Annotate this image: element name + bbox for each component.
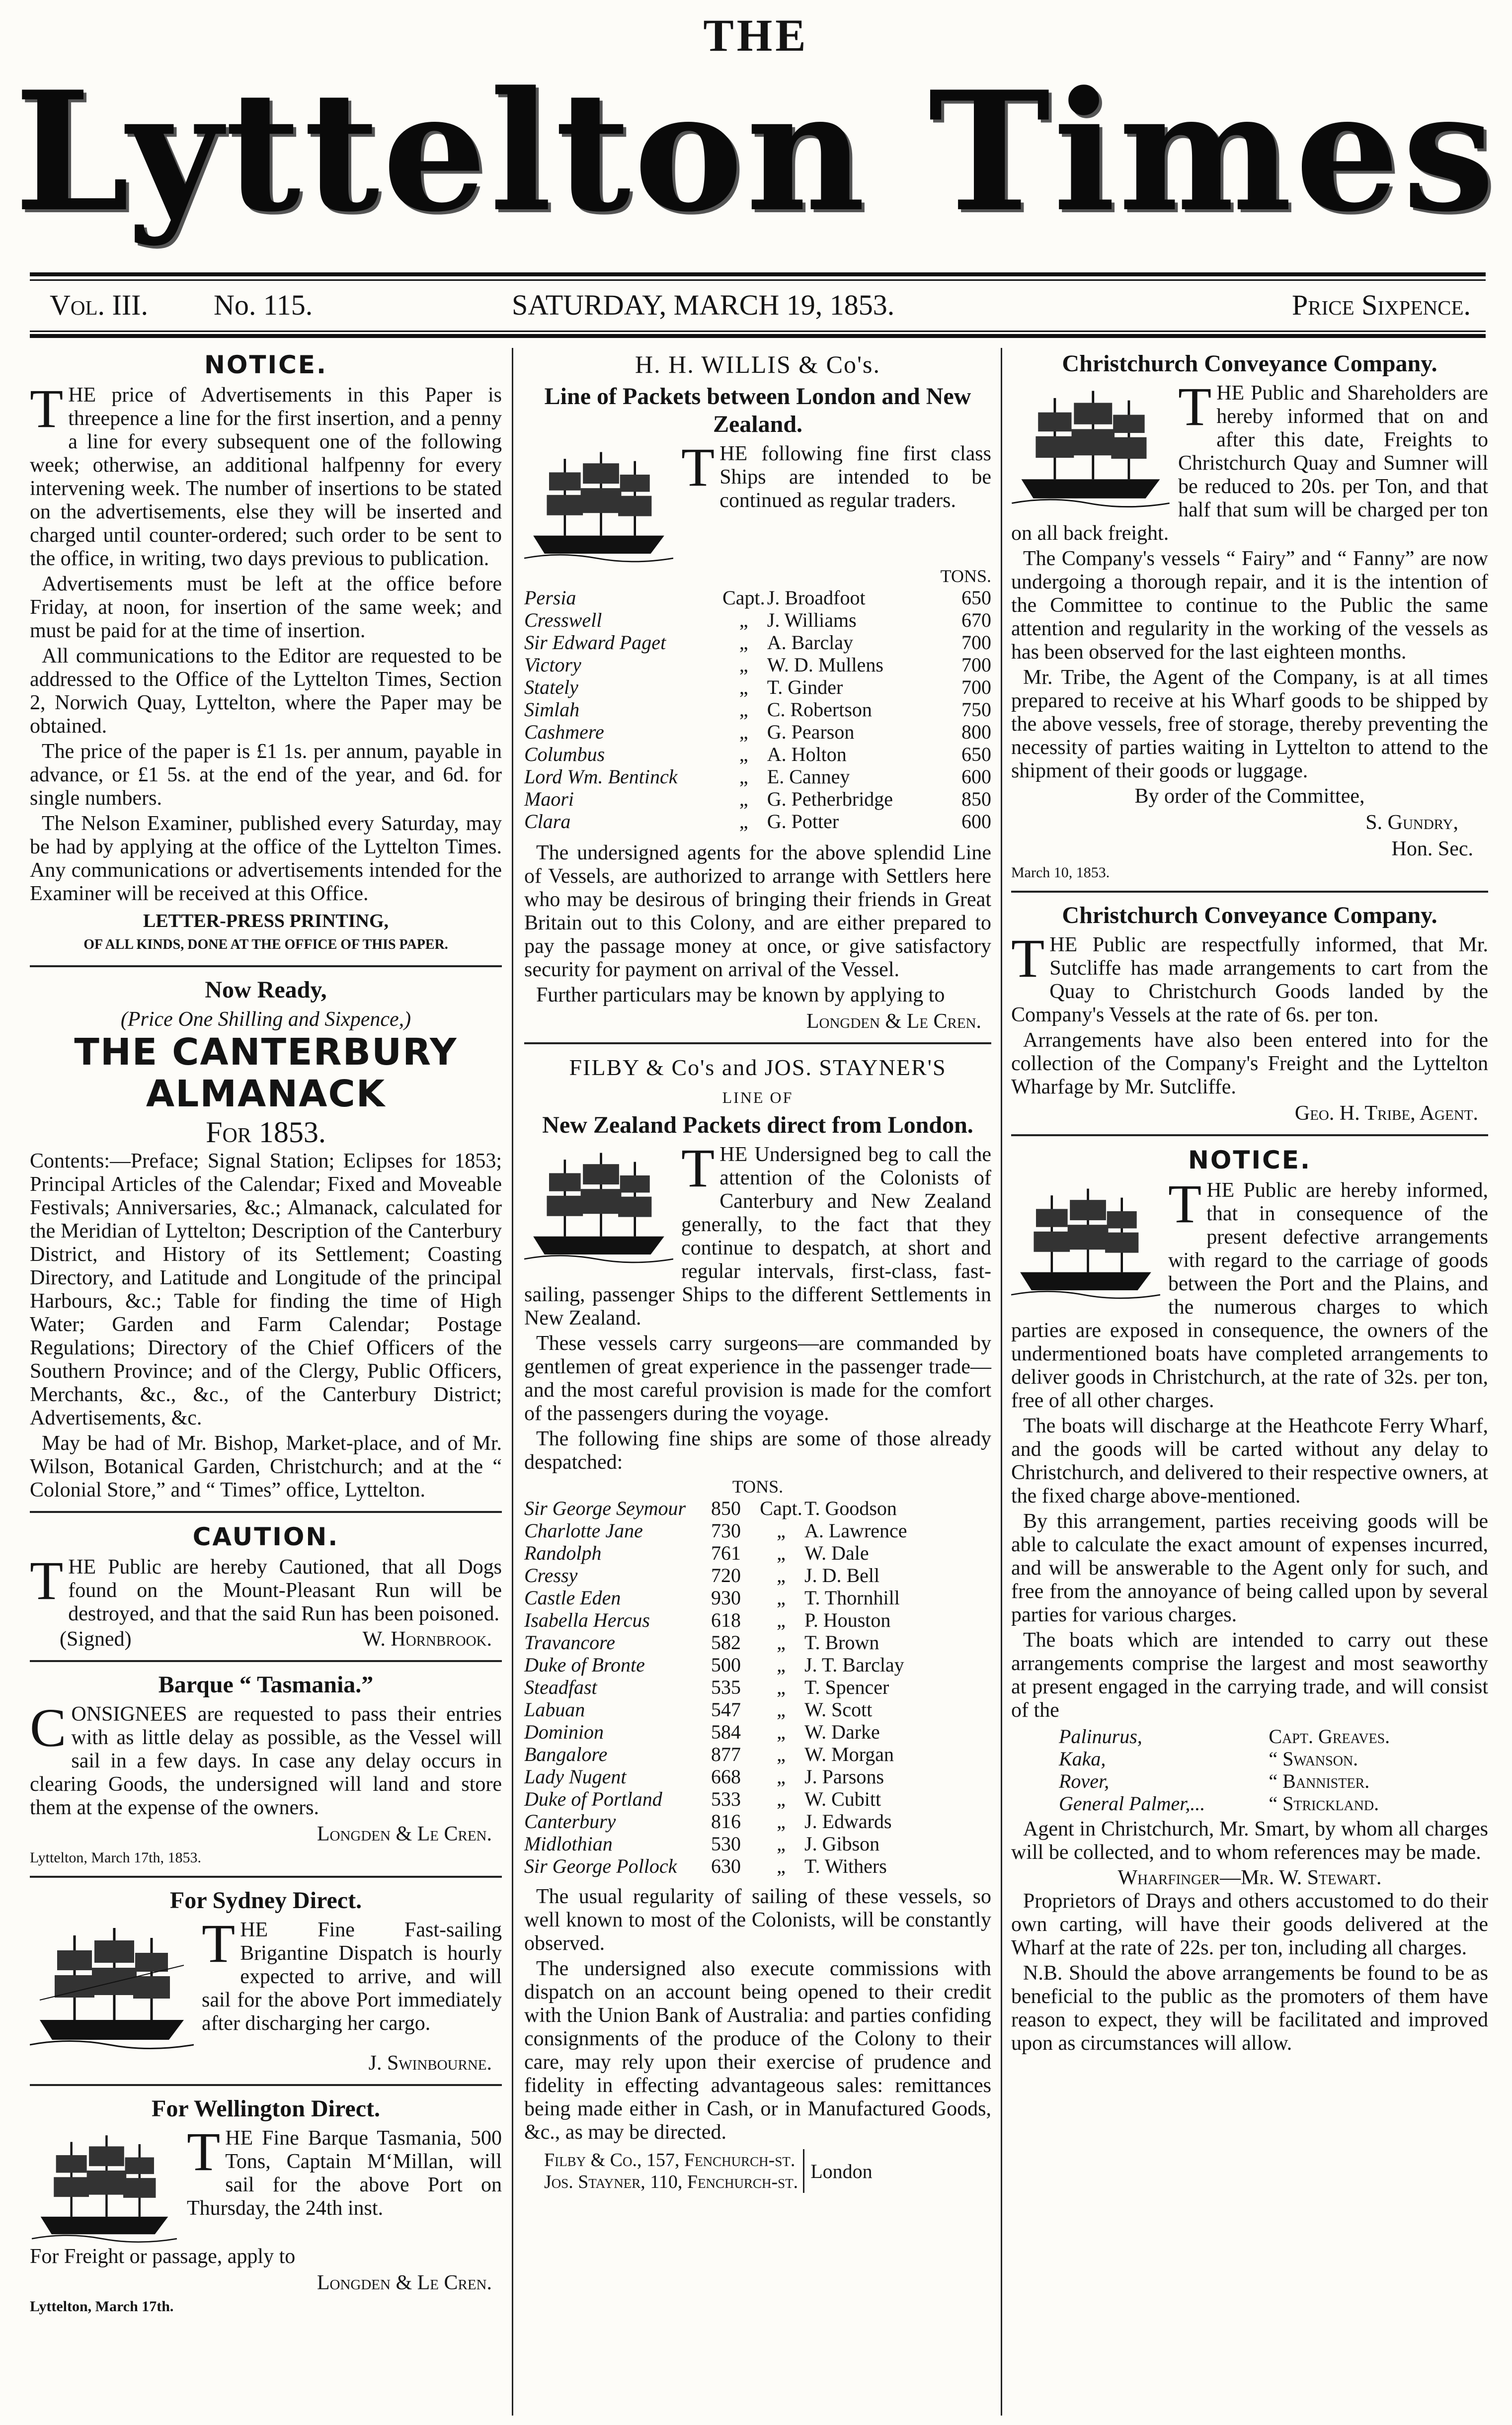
ship-name: Travancore <box>524 1631 615 1654</box>
ship-name: Clara <box>524 810 571 833</box>
almanack-availability: May be had of Mr. Bishop, Market-place, and of Mr. Wilson, Botanical Garden, Christchurch; and at the “ Colonial Store,” and “ Times” office, Lyttelton. <box>30 1432 502 1502</box>
masthead-rule-top <box>30 272 1486 276</box>
ship-capt: „ <box>739 721 748 743</box>
tons-label: TONS. <box>940 566 991 586</box>
notice-paragraph: Advertisements must be left at the office before Friday, at noon, for insertion of the same week; and must be paid for at the time of insertion. <box>30 573 502 642</box>
ship-tons: 700 <box>961 676 991 698</box>
caution-ad <box>30 1522 502 1651</box>
ship-master: W. Morgan <box>804 1743 894 1765</box>
table-row <box>524 1564 991 1587</box>
ship-master: Capt. Greaves. <box>1269 1725 1390 1748</box>
filby-paragraph: The usual regularity of sailing of these vessels, so well known to most of the Colonists, will be constantly observed. <box>524 1885 991 1955</box>
table-row <box>1059 1770 1440 1792</box>
ship-master: G. Pearson <box>767 721 855 743</box>
tasmania-signer: Longden & Le Cren. <box>317 1823 492 1845</box>
sydney-signer: J. Swinbourne. <box>368 2052 492 2075</box>
notice-paragraph: The Nelson Examiner, published every Saturday, may be had by applying at the office of the Lyttelton Times. Any communications or advertisements intended for the Examiner will be received at this Office. <box>30 812 502 905</box>
conveyance-paragraph: Mr. Tribe, the Agent of the Company, is at all times prepared to receive at his Wharf goods to be shipped by the above vessels, free of storage, thereby preventing the necessity of parties waiting in Lyttelton to attend to the shipment of their goods or luggage. <box>1011 666 1488 782</box>
masthead-the: THE <box>703 10 809 61</box>
ship-tons: 761 <box>711 1542 741 1564</box>
conveyance-paragraph: HE Public are respectfully informed, that Mr. Sutcliffe has made arrangements to cart from the Quay to Christchurch Goods landed by the Company's Vessels at the rate of 6s. per ton. <box>1011 933 1488 1026</box>
caution-text: HE Public are hereby Cautioned, that all Dogs found on the Mount-Pleasant Run will be destroyed, and that the said Run has been poisoned. <box>68 1556 502 1625</box>
ship-tons: 600 <box>961 810 991 833</box>
ship-name: Cressy <box>524 1564 578 1587</box>
wellington-heading: For Wellington Direct. <box>152 2095 380 2122</box>
ship-tons: 670 <box>961 609 991 631</box>
sydney-ad <box>30 1887 502 2075</box>
notice-paragraph: All communications to the Editor are requested to be addressed to the Office of the Lyttelton Times, Section 2, Norwich Quay, Lyttelton, where the Paper may be obtained. <box>30 645 502 738</box>
ship-master: T. Spencer <box>804 1676 889 1698</box>
filby-ship-table <box>524 1497 991 1877</box>
wellington-ad <box>30 2095 502 2316</box>
table-row <box>1059 1792 1440 1815</box>
table-row <box>524 1743 991 1765</box>
price: Price Sixpence. <box>1291 289 1471 321</box>
ship-capt: Capt. <box>760 1497 802 1519</box>
wellington-signer: Longden & Le Cren. <box>317 2271 492 2294</box>
table-row <box>1059 1748 1440 1770</box>
notice-heading: NOTICE. <box>1188 1146 1311 1174</box>
ship-capt: „ <box>777 1587 786 1609</box>
willis-intro: HE following fine first class Ships are intended to be continued as regular traders. <box>719 442 991 512</box>
ship-name: Duke of Bronte <box>524 1654 645 1676</box>
caution-signed: (Signed) <box>60 1628 132 1651</box>
ship-name: Randolph <box>524 1542 602 1564</box>
ship-master: P. Houston <box>804 1609 891 1631</box>
almanack-ad <box>30 976 502 1502</box>
notice-paragraph: Proprietors of Drays and others accustomed to do their own carting, will have their goods delivered at the Wharf at the rate of 22s. per ton, including all charges. <box>1011 1890 1488 1959</box>
printing-line-1: LETTER-PRESS PRINTING, <box>143 911 389 931</box>
drop-cap: T <box>202 1913 236 1974</box>
ship-capt: „ <box>739 676 748 698</box>
conveyance-signer: Geo. H. Tribe, Agent. <box>1294 1102 1478 1125</box>
ship-tons: 600 <box>961 765 991 788</box>
issue-date: SATURDAY, MARCH 19, 1853. <box>512 289 895 321</box>
table-row <box>524 1676 991 1698</box>
masthead-rule-top-thin <box>30 279 1486 281</box>
ship-master: J. T. Barclay <box>804 1654 904 1676</box>
ship-master: T. Goodson <box>804 1497 897 1519</box>
ship-name: Columbus <box>524 743 605 765</box>
ship-name: Bangalore <box>524 1743 608 1765</box>
ship-capt: Capt. <box>722 586 765 609</box>
table-row <box>524 1788 991 1810</box>
table-row <box>524 1721 991 1743</box>
issue-number: No. 115. <box>214 289 313 321</box>
ship-name: Dominion <box>524 1721 604 1743</box>
ship-master: T. Ginder <box>767 676 843 698</box>
ship-master: W. Dale <box>804 1542 869 1564</box>
ship-capt: „ <box>777 1654 786 1676</box>
ship-capt: „ <box>739 743 748 765</box>
ship-capt: „ <box>739 609 748 631</box>
ship-master: G. Petherbridge <box>767 788 893 810</box>
ship-name: Duke of Portland <box>524 1788 662 1810</box>
ship-name: Palinurus, <box>1059 1725 1142 1748</box>
ship-tons: 850 <box>961 788 991 810</box>
filby-intro: HE Undersigned beg to call the attention of the Colonists of Canterbury and New Zealand generally, to the fact that they continue to despatch, at short and regular intervals, first-class, fast-sailing, passenger Ships to the different Settlements in New Zealand. <box>524 1143 991 1330</box>
ship-capt: „ <box>777 1609 786 1631</box>
conveyance-signer: S. Gundry, <box>1365 811 1458 834</box>
wharfinger: Wharfinger—Mr. W. Stewart. <box>1117 1866 1382 1889</box>
ship-name: Isabella Hercus <box>524 1609 650 1631</box>
column-divider-2 <box>1001 348 1002 2416</box>
ship-illustration-icon <box>1011 1181 1160 1300</box>
ship-master: J. Gibson <box>804 1833 880 1855</box>
table-row <box>524 1698 991 1721</box>
separator <box>30 1660 502 1662</box>
table-row <box>524 1765 991 1788</box>
ship-master: T. Brown <box>804 1631 879 1654</box>
ship-capt: „ <box>777 1788 786 1810</box>
table-row <box>524 1855 991 1877</box>
willis-paragraph: The undersigned agents for the above splendid Line of Vessels, are authorized to arrange with Settlers here who may be desirous of bringing their friends in Great Britain out to this Colony, and are either prepared to pay the passage money at once, or give satisfactory security for payment on arrival of the Vessel. <box>524 841 991 981</box>
ship-tons: 650 <box>961 586 991 609</box>
ship-capt: „ <box>739 810 748 833</box>
tasmania-ad <box>30 1671 502 1867</box>
column-3 <box>1011 348 1488 2416</box>
ship-master: A. Barclay <box>767 631 854 654</box>
table-row <box>524 1542 991 1564</box>
ship-capt: „ <box>739 654 748 676</box>
notice-heading: NOTICE. <box>204 350 327 379</box>
drop-cap: T <box>30 378 64 439</box>
table-row <box>524 1654 991 1676</box>
caution-signer: W. Hornbrook. <box>362 1628 492 1651</box>
drop-cap: C <box>30 1697 67 1758</box>
ship-master: “ Bannister. <box>1269 1770 1370 1792</box>
ship-name: General Palmer,... <box>1059 1792 1205 1815</box>
ship-capt: „ <box>777 1810 786 1833</box>
separator <box>1011 1134 1488 1136</box>
column-2 <box>524 348 991 2416</box>
table-row <box>524 743 991 765</box>
caution-heading: CAUTION. <box>192 1522 339 1551</box>
tons-label: TONS. <box>732 1477 784 1497</box>
separator <box>524 1042 991 1044</box>
ship-tons: 630 <box>711 1855 741 1877</box>
ship-master: J. Edwards <box>804 1810 892 1833</box>
ship-master: T. Thornhill <box>804 1587 900 1609</box>
ship-tons: 700 <box>961 631 991 654</box>
ship-master: J. Williams <box>767 609 857 631</box>
table-row <box>524 1587 991 1609</box>
ship-tons: 584 <box>711 1721 741 1743</box>
ship-name: Stately <box>524 676 578 698</box>
ship-name: Persia <box>524 586 576 609</box>
tasmania-heading: Barque “ Tasmania.” <box>158 1672 374 1698</box>
ship-capt: „ <box>777 1564 786 1587</box>
ship-tons: 750 <box>961 698 991 721</box>
ship-tons: 500 <box>711 1654 741 1676</box>
drop-cap: T <box>30 1550 64 1611</box>
ship-illustration-icon <box>30 2129 179 2243</box>
ship-tons: 533 <box>711 1788 741 1810</box>
drop-cap: T <box>1168 1173 1202 1234</box>
separator <box>30 965 502 967</box>
ship-master: “ Swanson. <box>1269 1748 1358 1770</box>
filby-paragraph: These vessels carry surgeons—are commanded by gentlemen of great experience in the passenger trade—and the most careful provision is made for the comfort of the passengers during the voyage. <box>524 1332 991 1425</box>
table-row <box>524 1810 991 1833</box>
filby-line-of: LINE OF <box>722 1088 794 1106</box>
dateline <box>50 288 1471 328</box>
ship-name: Rover, <box>1059 1770 1110 1792</box>
ship-name: Lord Wm. Bentinck <box>524 765 678 788</box>
ship-name: Steadfast <box>524 1676 597 1698</box>
volume <box>50 288 148 322</box>
sydney-text: HE Fine Fast-sailing Brigantine Dispatch is hourly expected to arrive, and will sail for the above Port immediately after discharging her cargo. <box>202 1919 502 2035</box>
ship-name: Lady Nugent <box>524 1765 627 1788</box>
notice-paragraph: HE Public are hereby informed, that in consequence of the present defective arrangements with regard to the carriage of goods between the Port and the Plains, and the numerous charges to which parties are exposed in consequence, the owners of the undermentioned boats have completed arrangements to deliver goods in Christchurch, at the rate of 32s. per ton, free of all other charges. <box>1011 1179 1488 1412</box>
ship-tons: 720 <box>711 1564 741 1587</box>
ship-tons: 582 <box>711 1631 741 1654</box>
table-row <box>524 721 991 743</box>
conveyance-paragraph: HE Public and Shareholders are hereby informed that on and after this date, Freights to Christchurch Quay and Sumner will be reduced to 20s. per Ton, and that half that sum will be charged per ton on all back freight. <box>1011 382 1488 545</box>
filby-subheading: New Zealand Packets direct from London. <box>542 1112 973 1138</box>
filby-heading: FILBY & Co's and JOS. STAYNER'S <box>569 1055 947 1080</box>
ship-name: Charlotte Jane <box>524 1519 643 1542</box>
filby-paragraph: The following fine ships are some of those already despatched: <box>524 1427 991 1474</box>
ship-master: T. Withers <box>804 1855 887 1877</box>
table-row <box>524 698 991 721</box>
ship-master: J. D. Bell <box>804 1564 880 1587</box>
ship-master: W. Scott <box>804 1698 873 1721</box>
filby-signature-city: London <box>810 2160 873 2182</box>
ship-illustration-icon <box>524 1145 673 1264</box>
ship-master: J. Broadfoot <box>767 586 866 609</box>
ship-capt: „ <box>777 1676 786 1698</box>
ship-tons: 618 <box>711 1609 741 1631</box>
ship-tons: 547 <box>711 1698 741 1721</box>
boats-table <box>1059 1725 1440 1815</box>
wellington-text: HE Fine Barque Tasmania, 500 Tons, Captain M‘Millan, will sail for the above Port on Thursday, the 24th inst. <box>187 2127 502 2220</box>
ship-tons: 730 <box>711 1519 741 1542</box>
willis-signer: Longden & Le Cren. <box>806 1010 981 1033</box>
almanack-year: For 1853. <box>206 1116 326 1149</box>
ship-capt: „ <box>777 1542 786 1564</box>
table-row <box>524 676 991 698</box>
conveyance-heading: Christchurch Conveyance Company. <box>1062 350 1437 377</box>
ship-name: Sir Edward Paget <box>524 631 666 654</box>
table-row <box>524 1609 991 1631</box>
ship-capt: „ <box>777 1519 786 1542</box>
conveyance-ad-1 <box>1011 350 1488 882</box>
drop-cap: T <box>681 437 715 498</box>
willis-heading: H. H. WILLIS & Co's. <box>635 350 880 378</box>
dateline-rule-thin <box>30 331 1486 332</box>
ship-capt: „ <box>777 1743 786 1765</box>
ship-tons: 816 <box>711 1810 741 1833</box>
separator <box>30 1511 502 1513</box>
almanack-contents: Contents:—Preface; Signal Station; Eclipses for 1853; Principal Articles of the Calendar; Fixed and Moveable Festivals; Anniversaries, &c.; Almanack, calculated for the Meridian of Lyttelton; Description of the Canterbury District, and History of its Settlement; Coasting Directory, and Latitude and Longitude of the principal Harbours, &c.; Table for finding the time of High Water; Garden and Farm Calendar; Postage Regulations; Directory of the Chief Officers of the Southern Province; and of the Clergy, Public Officers, Merchants, &c., &c., of the Canterbury District; Advertisements, &c. <box>30 1150 502 1429</box>
ship-illustration-icon <box>524 444 673 564</box>
almanack-heading: Now Ready, <box>205 977 327 1003</box>
filby-paragraph: The undersigned also execute commissions with dispatch on an account being opened to their credit with the Union Bank of Australia: and parties confiding consignments of the produce of the Colony to their care, may rely upon their exercise of prudence and fidelity in effecting advantageous sales: remittances being made either in Cash, or in Manufactured Goods, &c., as may be directed. <box>524 1957 991 2144</box>
ship-name: Midlothian <box>524 1833 613 1855</box>
ship-capt: „ <box>739 788 748 810</box>
table-row <box>524 810 991 833</box>
table-row <box>524 1833 991 1855</box>
ship-name: Victory <box>524 654 581 676</box>
conveyance-ad-2 <box>1011 902 1488 1125</box>
notice-paragraph: Agent in Christchurch, Mr. Smart, by whom all charges will be collected, and to whom references may be made. <box>1011 1818 1488 1864</box>
table-row <box>524 654 991 676</box>
ship-master: “ Strickland. <box>1269 1792 1379 1815</box>
conveyance-order: By order of the Committee, <box>1134 785 1365 808</box>
notice-paragraph: By this arrangement, parties receiving goods will be able to calculate the exact amount of expenses incurred, and will be answerable to the Agent only for such, and free from the annoyance of being called upon by several parties for various charges. <box>1011 1510 1488 1626</box>
conveyance-signer-title: Hon. Sec. <box>1391 837 1473 860</box>
ship-name: Sir George Seymour <box>524 1497 686 1519</box>
ship-master: W. Darke <box>804 1721 880 1743</box>
ship-capt: „ <box>777 1631 786 1654</box>
ship-name: Cresswell <box>524 609 602 631</box>
ship-name: Kaka, <box>1059 1748 1106 1770</box>
drop-cap: T <box>187 2121 221 2182</box>
willis-subheading: Line of Packets between London and New Zealand. <box>544 383 971 437</box>
separator <box>30 1876 502 1878</box>
ship-name: Sir George Pollock <box>524 1855 677 1877</box>
drop-cap: T <box>681 1138 715 1198</box>
table-row <box>524 631 991 654</box>
ship-name: Simlah <box>524 698 580 721</box>
wellington-date: Lyttelton, March 17th. <box>30 2298 174 2315</box>
ship-capt: „ <box>777 1833 786 1855</box>
ship-tons: 850 <box>711 1497 741 1519</box>
conveyance-paragraph: Arrangements have also been entered into for the collection of the Company's Freight and the Lyttelton Wharfage by Mr. Sutcliffe. <box>1011 1029 1488 1098</box>
wellington-freight: For Freight or passage, apply to <box>30 2245 296 2268</box>
advertising-notice <box>30 350 502 956</box>
ship-capt: „ <box>777 1698 786 1721</box>
ship-master: C. Robertson <box>767 698 872 721</box>
notice-paragraph: N.B. Should the above arrangements be found to be as beneficial to the public as the promoters of them have reason to expect, they will be facilitated and improved upon as circumstances will allow. <box>1011 1962 1488 2055</box>
table-row <box>524 765 991 788</box>
conveyance-paragraph: The Company's vessels “ Fairy” and “ Fanny” are now undergoing a thorough repair, and it is the intention of the Committee to continue to the Public the same attention and regularity in the working of the vessels as has been observed for the last eighteen months. <box>1011 547 1488 664</box>
column-1 <box>30 348 502 2416</box>
table-row <box>524 788 991 810</box>
table-row <box>524 1497 991 1519</box>
table-row <box>524 1631 991 1654</box>
ship-tons: 700 <box>961 654 991 676</box>
boats-notice <box>1011 1145 1488 2055</box>
ship-tons: 668 <box>711 1765 741 1788</box>
volume-text: Vol. III. <box>50 289 148 321</box>
printing-line-2: OF ALL KINDS, DONE AT THE OFFICE OF THIS PAPER. <box>83 937 448 952</box>
table-row <box>524 609 991 631</box>
ship-capt: „ <box>777 1721 786 1743</box>
tasmania-date: Lyttelton, March 17th, 1853. <box>30 1849 201 1866</box>
ship-master: G. Potter <box>767 810 839 833</box>
ship-tons: 530 <box>711 1833 741 1855</box>
ship-capt: „ <box>739 631 748 654</box>
masthead-title: Lyttelton Times <box>14 55 1498 248</box>
willis-ship-table <box>524 586 991 833</box>
tasmania-text: ONSIGNEES are requested to pass their entries with as little delay as possible, as the Vessel will sail in a few days. In case any delay occurs in clearing Goods, the undersigned will land and store them at the expense of the owners. <box>30 1703 502 1819</box>
ship-tons: 650 <box>961 743 991 765</box>
ship-master: W. Cubitt <box>804 1788 881 1810</box>
ship-name: Cashmere <box>524 721 604 743</box>
ship-name: Castle Eden <box>524 1587 621 1609</box>
drop-cap: T <box>1011 928 1045 989</box>
ship-capt: „ <box>777 1765 786 1788</box>
ship-master: J. Parsons <box>804 1765 884 1788</box>
ship-tons: 877 <box>711 1743 741 1765</box>
sydney-heading: For Sydney Direct. <box>169 1887 362 1914</box>
table-row <box>524 586 991 609</box>
ship-master: E. Canney <box>767 765 850 788</box>
almanack-title: THE CANTERBURY ALMANACK <box>74 1031 458 1115</box>
ship-illustration-icon <box>1011 384 1170 508</box>
drop-cap: T <box>1178 376 1212 437</box>
ship-master: A. Holton <box>767 743 847 765</box>
ship-capt: „ <box>739 765 748 788</box>
filby-ad <box>524 1053 991 2193</box>
filby-signatures <box>544 2149 991 2193</box>
separator <box>1011 891 1488 893</box>
willis-paragraph: Further particulars may be known by applying to <box>536 984 945 1006</box>
filby-signature-2: Jos. Stayner, 110, Fenchurch-st. <box>544 2172 798 2192</box>
ship-name: Labuan <box>524 1698 585 1721</box>
ship-name: Canterbury <box>524 1810 616 1833</box>
ship-name: Maori <box>524 788 574 810</box>
conveyance-date: March 10, 1853. <box>1011 864 1110 881</box>
column-divider-1 <box>512 348 513 2416</box>
separator <box>30 2084 502 2086</box>
ship-capt: „ <box>739 698 748 721</box>
ship-capt: „ <box>777 1855 786 1877</box>
table-row <box>524 1519 991 1542</box>
dateline-rule <box>30 334 1486 338</box>
notice-paragraph: The boats which are intended to carry out these arrangements comprise the largest and most seaworthy at present engaged in the carrying trade, and will consist of the <box>1011 1629 1488 1722</box>
ship-master: A. Lawrence <box>804 1519 907 1542</box>
notice-paragraph: HE price of Advertisements in this Paper is threepence a line for the first insertion, and a penny a line for every subsequent one of the following week; otherwise, an additional halfpenny for every intervening week. The number of insertions to be stated on the advertisements, else they will be inserted and charged until counter-ordered; such order to be sent to the office, in writing, two days previous to publication. <box>30 384 502 570</box>
willis-ad <box>524 350 991 1033</box>
notice-paragraph: The price of the paper is £1 1s. per annum, payable in advance, or £1 5s. at the end of the year, and 6d. for single numbers. <box>30 740 502 810</box>
conveyance-heading: Christchurch Conveyance Company. <box>1062 902 1437 928</box>
ship-tons: 800 <box>961 721 991 743</box>
ship-tons: 535 <box>711 1676 741 1698</box>
table-row <box>1059 1725 1440 1748</box>
ship-master: W. D. Mullens <box>767 654 883 676</box>
ship-illustration-icon <box>30 1921 194 2050</box>
filby-signature-1: Filby & Co., 157, Fenchurch-st. <box>544 2150 796 2171</box>
ship-tons: 930 <box>711 1587 741 1609</box>
almanack-price: (Price One Shilling and Sixpence,) <box>120 1008 411 1031</box>
notice-paragraph: The boats will discharge at the Heathcote Ferry Wharf, and the goods will be carted without any delay to Christchurch, and delivered to their respective owners, at the fixed charge above-mentioned. <box>1011 1415 1488 1507</box>
